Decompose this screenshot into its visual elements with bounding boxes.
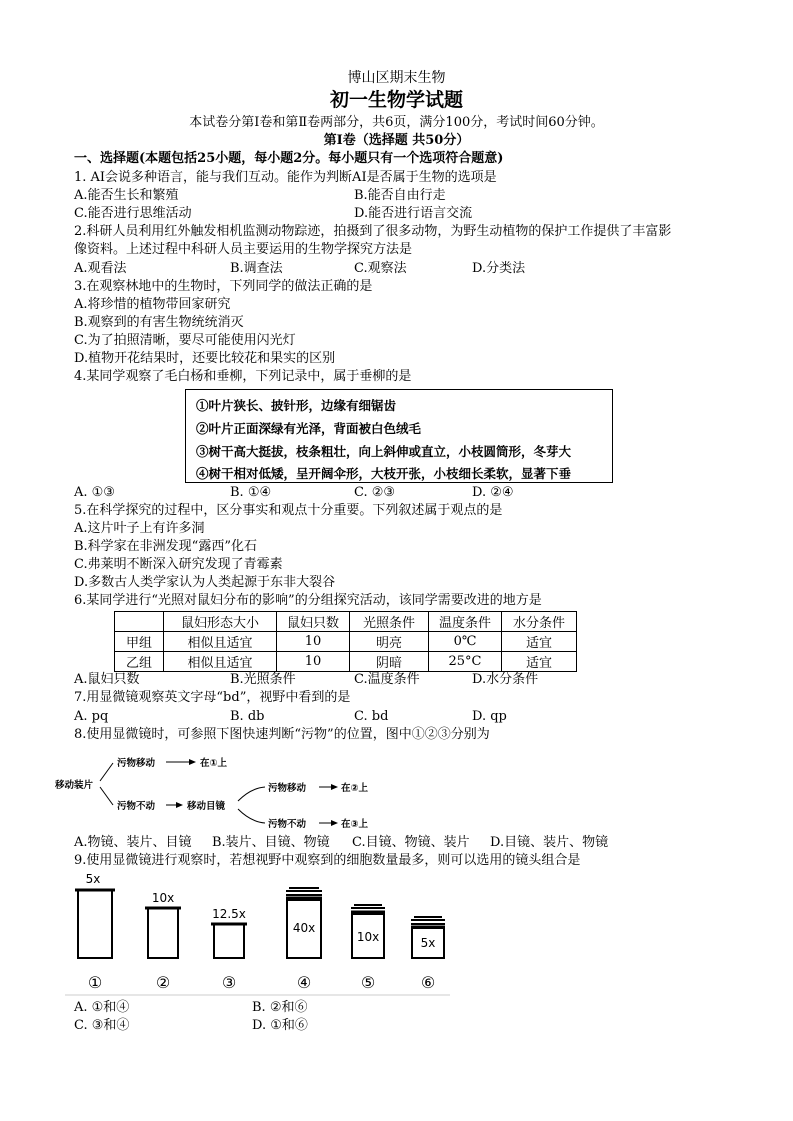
q5-option-a: A.这片叶子上有许多洞 [74, 521, 205, 536]
q8-option-a: A.物镜、装片、目镜 [74, 835, 192, 850]
q1-option-d: D.能否进行语言交流 [354, 206, 473, 221]
lens-number: ④ [296, 973, 312, 992]
table-header-cell: 水分条件 [502, 612, 577, 632]
eyepiece-lens [211, 924, 247, 958]
q9-option-a: A. ①和④ [74, 1000, 130, 1015]
q7-option-d: D. qp [472, 709, 507, 724]
table-header-row [115, 612, 577, 632]
eyepiece-lens [145, 908, 181, 958]
lens-number: ① [87, 973, 103, 992]
q7-option-b: B. db [230, 709, 265, 724]
table-cell: 0℃ [429, 632, 502, 652]
table-row [115, 652, 577, 672]
table-cell: 甲组 [115, 632, 164, 652]
exam-source: 博山区期末生物 [347, 70, 446, 86]
table-row [115, 632, 577, 652]
q3-option-c: C.为了拍照清晰，要尽可能使用闪光灯 [74, 333, 296, 348]
table-cell: 相似且适宜 [164, 652, 277, 672]
lens-magnification: 12.5x [212, 907, 246, 921]
q6-option-a: A.鼠妇只数 [74, 672, 140, 687]
table-cell: 乙组 [115, 652, 164, 672]
q7-option-c: C. bd [354, 709, 389, 724]
label-dirt-moves: 污物移动 [117, 758, 156, 769]
q4-option-d: D. ②④ [472, 485, 514, 500]
exam-note: 本试卷分第Ⅰ卷和第Ⅱ卷两部分，共6页，满分100分，考试时间60分钟。 [189, 115, 604, 130]
lens-magnification: 5x [420, 936, 436, 950]
q6-option-b: B.光照条件 [230, 672, 296, 687]
q4-record-1: ①叶片狭长、披针形，边缘有细锯齿 [196, 398, 397, 413]
q4-record-4: ④树干相对低矮，呈开阔伞形，大枝开张，小枝细长柔软，显著下垂 [196, 466, 572, 481]
label-move-eyepiece: 移动目镜 [187, 801, 226, 812]
q1-option-b: B.能否自由行走 [354, 188, 446, 203]
table-header-cell: 温度条件 [429, 612, 502, 632]
q2-stem-line1: 2.科研人员利用红外触发相机监测动物踪迹，拍摄到了很多动物，为野生动植物的保护工作提供了丰富影 [74, 224, 672, 239]
q5-option-d: D.多数古人类学家认为人类起源于东非大裂谷 [74, 575, 336, 590]
lens-number: ⑤ [360, 973, 376, 992]
q3-option-a: A.将珍惜的植物带回家研究 [74, 297, 231, 312]
q7-stem: 7.用显微镜观察英文字母“bd”，视野中看到的是 [74, 690, 351, 705]
table-cell: 适宜 [502, 632, 577, 652]
q8-stem: 8.使用显微镜时，可参照下图快速判断“污物”的位置，图中①②③分别为 [74, 727, 490, 742]
q2-option-d: D.分类法 [472, 261, 526, 276]
lens-number: ② [155, 973, 171, 992]
q2-option-a: A.观看法 [74, 261, 127, 276]
table-cell: 10 [277, 632, 350, 652]
label-dirt-moves: 污物移动 [268, 783, 307, 794]
table-cell: 10 [277, 652, 350, 672]
q3-stem: 3.在观察林地中的生物时，下列同学的做法正确的是 [74, 279, 373, 294]
part-title: 第Ⅰ卷（选择题 共50分） [323, 133, 470, 148]
q4-option-b: B. ①④ [230, 485, 272, 500]
q6-option-d: D.水分条件 [472, 672, 539, 687]
q9-option-d: D. ①和⑥ [252, 1018, 308, 1033]
table-cell: 阴暗 [350, 652, 429, 672]
q2-stem-line2: 像资料。上述过程中科研人员主要运用的生物学探究方法是 [74, 242, 413, 257]
q6-option-c: C.温度条件 [354, 672, 420, 687]
q4-stem: 4.某同学观察了毛白杨和垂柳，下列记录中，属于垂柳的是 [74, 369, 412, 384]
q4-record-box [185, 389, 613, 483]
q4-option-a: A. ①③ [74, 485, 115, 500]
q3-option-d: D.植物开花结果时，还要比较花和果实的区别 [74, 351, 336, 366]
table-cell: 25°C [429, 652, 502, 672]
lens-magnification: 5x [85, 872, 101, 886]
q4-record-2: ②叶片正面深绿有光泽，背面被白色绒毛 [196, 421, 422, 436]
q5-option-b: B.科学家在非洲发现“露西”化石 [74, 539, 257, 554]
label-dirt-static: 污物不动 [268, 819, 307, 830]
q4-record-3: ③树干高大挺拔，枝条粗壮，向上斜伸或直立，小枝圆筒形，冬芽大 [196, 444, 572, 459]
section-heading: 一、选择题(本题包括25小题，每小题2分。每小题只有一个选项符合题意) [74, 151, 504, 166]
table-cell: 明亮 [350, 632, 429, 652]
eyepiece-lens [75, 890, 115, 958]
q4-option-c: C. ②③ [354, 485, 396, 500]
label-move-slide: 移动装片 [55, 780, 94, 791]
table-cell: 相似且适宜 [164, 632, 277, 652]
exam-title: 初一生物学试题 [329, 89, 463, 111]
q1-option-c: C.能否进行思维活动 [74, 206, 192, 221]
q1-option-a: A.能否生长和繁殖 [74, 188, 179, 203]
lens-magnification: 10x [356, 930, 380, 944]
q7-option-a: A. pq [74, 709, 109, 724]
q9-option-c: C. ③和④ [74, 1018, 130, 1033]
label-on-3: 在③上 [341, 819, 369, 830]
q8-option-d: D.目镜、装片、物镜 [490, 835, 609, 850]
q5-option-c: C.弗莱明不断深入研究发现了青霉素 [74, 557, 283, 572]
branch-line [100, 763, 113, 781]
table-header-cell [115, 612, 164, 632]
q9-option-b: B. ②和⑥ [252, 1000, 308, 1015]
q5-stem: 5.在科学探究的过程中，区分事实和观点十分重要。下列叙述属于观点的是 [74, 503, 503, 518]
q1-stem: 1. AI会说多种语言，能与我们互动。能作为判断AI是否属于生物的选项是 [74, 170, 497, 185]
q2-option-b: B.调查法 [230, 261, 283, 276]
label-on-1: 在①上 [200, 758, 228, 769]
q8-option-c: C.目镜、物镜、装片 [352, 835, 470, 850]
lens-number: ③ [221, 973, 237, 992]
q8-option-b: B.装片、目镜、物镜 [212, 835, 330, 850]
lens-magnification: 10x [151, 891, 175, 905]
q6-experiment-table [114, 611, 577, 672]
q2-option-c: C.观察法 [354, 261, 407, 276]
branch-line [238, 809, 265, 823]
q3-option-b: B.观察到的有害生物统统消灭 [74, 315, 244, 330]
table-header-cell: 鼠妇只数 [277, 612, 350, 632]
q8-flow-diagram [55, 750, 395, 830]
label-on-2: 在②上 [341, 783, 369, 794]
table-cell: 适宜 [502, 652, 577, 672]
lens-number: ⑥ [420, 973, 436, 992]
q9-stem: 9.使用显微镜进行观察时，若想视野中观察到的细胞数量最多，则可以选用的镜头组合是 [74, 853, 581, 868]
table-header-cell: 光照条件 [350, 612, 429, 632]
branch-line [100, 787, 113, 805]
q9-lens-diagram [65, 870, 455, 1000]
branch-line [238, 787, 265, 801]
q6-stem: 6.某同学进行“光照对鼠妇分布的影响”的分组探究活动，该同学需要改进的地方是 [74, 593, 542, 608]
label-dirt-static: 污物不动 [117, 801, 156, 812]
table-header-cell: 鼠妇形态大小 [164, 612, 277, 632]
lens-magnification: 40x [292, 921, 316, 935]
